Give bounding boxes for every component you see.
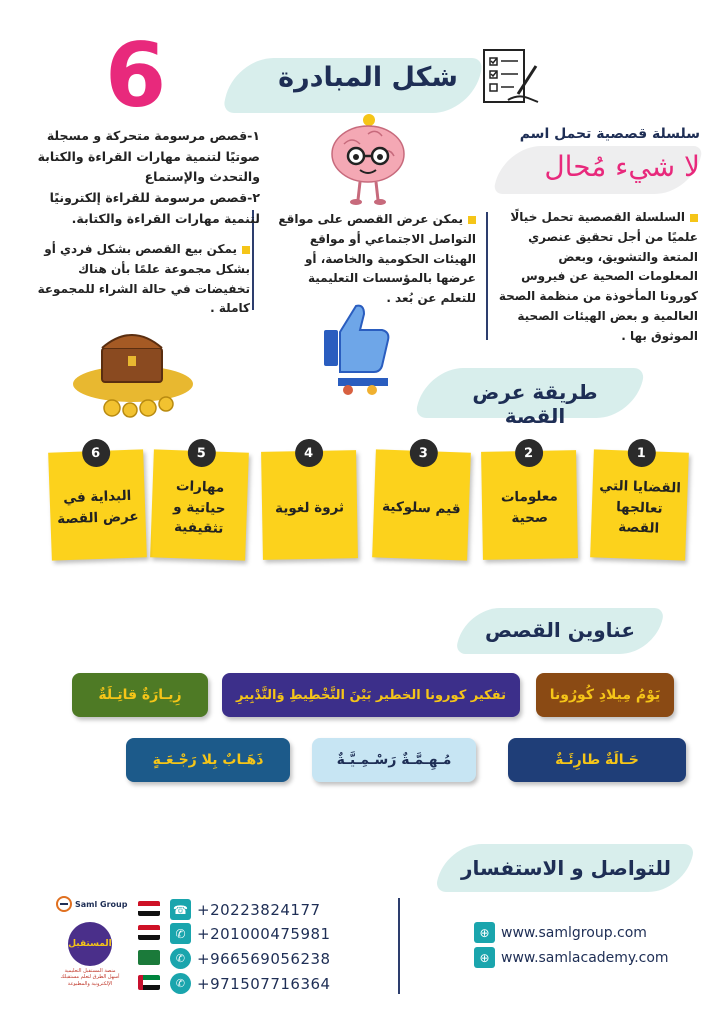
- bullet-square-icon: [468, 216, 476, 224]
- method-card-1: [590, 445, 689, 560]
- method-heading: طريقة عرض القصة: [472, 380, 598, 428]
- phone-icon: ☎: [170, 899, 191, 920]
- bullet-square-icon: [242, 246, 250, 254]
- series-name: لا شيء مُحال: [544, 150, 700, 183]
- phone-row-4[interactable]: [170, 973, 331, 994]
- phone-number: +201000475981: [197, 924, 331, 943]
- contact-divider: [398, 898, 400, 994]
- method-card-2: [481, 445, 578, 560]
- whatsapp-icon: ✆: [170, 973, 191, 994]
- right-column-text: [498, 208, 698, 347]
- story-title-1[interactable]: يَوْمُ مِيلادِ كُورُونا: [536, 673, 674, 717]
- story-title-5[interactable]: مُـهِـمَّـةٌ رَسْـمِـيَّـةٌ: [312, 738, 476, 782]
- card-label: ثروة لغوية: [274, 498, 345, 517]
- phone-number: +971507716364: [197, 974, 331, 993]
- page-title: شكل المبادرة: [278, 62, 458, 93]
- series-label: سلسلة قصصية تحمل اسم: [519, 126, 700, 142]
- thumbs-up-icon: [318, 300, 402, 408]
- flag-egypt-icon: [138, 901, 170, 916]
- flag-egypt-icon: [138, 925, 170, 940]
- mostaqbal-logo-caption: منصة المستقبل التعليمية أسهل الطرق لتعلم مستقبلك الإلكترونية والمطبوعة: [60, 968, 120, 987]
- card-label: البداية في عرض القصة: [56, 487, 139, 528]
- story-title-4[interactable]: حَـالَةٌ طارِئَـةٌ: [508, 738, 686, 782]
- mobile-icon: ✆: [170, 923, 191, 944]
- globe-icon: ⊕: [474, 922, 495, 943]
- method-card-4: [261, 445, 358, 560]
- method-card-3: [372, 445, 471, 560]
- card-number: 2: [514, 439, 542, 467]
- card-number: 3: [409, 439, 438, 468]
- story-title-3[interactable]: زِيـارَةٌ قاتِـلَةٌ: [72, 673, 208, 717]
- card-number: 5: [187, 439, 216, 468]
- website-row-2[interactable]: [474, 947, 669, 968]
- phone-number: +20223824177: [197, 900, 321, 919]
- saml-group-logo: [56, 896, 127, 912]
- story-title-2[interactable]: تفكير كورونا الخطير بَيْنَ التَّخْطِيطِ وَالتَّدْبِيرِ: [222, 673, 520, 717]
- flag-uae-icon: [138, 975, 170, 990]
- phone-row-2[interactable]: [170, 923, 331, 944]
- card-number: 4: [294, 439, 322, 467]
- left-column-note-text: يمكن بيع القصص بشكل فردي أو بشكل مجموعة علمًا بأن هناك تخفيضات في حالة الشراء للمجموعة كاملة .: [37, 242, 250, 316]
- right-column-paragraph: السلسلة القصصية تحمل خيالًا علميًا من أجل تحقيق عنصري المتعة والتشويق، وبعض المعلومات الصحية عن فيروس كورونا المأخوذة من منظمة الصحة العالمية و بعض الهيئات الصحية الموثوق بها .: [498, 210, 698, 343]
- phone-row-3[interactable]: [170, 948, 331, 969]
- divider-right: [486, 212, 488, 340]
- flag-saudi-icon: [138, 950, 170, 965]
- website-link[interactable]: www.samlacademy.com: [501, 949, 669, 966]
- card-label: القضايا التي تعالجها القصة: [599, 477, 682, 538]
- whatsapp-icon: ✆: [170, 948, 191, 969]
- card-number: 1: [627, 439, 656, 468]
- middle-column-text: [270, 210, 476, 309]
- website-link[interactable]: www.samlgroup.com: [501, 924, 647, 941]
- phone-number: +966569056238: [197, 949, 331, 968]
- titles-heading: عناوين القصص: [485, 618, 635, 642]
- card-label: قيم سلوكية: [381, 498, 461, 517]
- left-column-item2: ٢-قصص مرسومة للقراءة إلكترونيًا لتنمية مهارات القراءة والكتابة.: [49, 190, 260, 226]
- contact-heading: للتواصل و الاستفسار: [460, 856, 672, 880]
- phone-row-1[interactable]: [170, 899, 321, 920]
- method-card-6: [48, 445, 147, 560]
- treasure-chest-icon: [68, 322, 198, 422]
- mostaqbal-logo: [58, 922, 122, 987]
- card-number: 6: [81, 439, 110, 468]
- brain-mascot-icon: [322, 112, 414, 216]
- middle-column-paragraph: يمكن عرض القصص على مواقع التواصل الاجتماعي أو مواقع الهيئات الحكومية والخاصة، أو عرضها بالمؤسسات التعليمية للتعلم عن بُعد .: [278, 212, 476, 306]
- bullet-square-icon: [690, 214, 698, 222]
- globe-icon: ⊕: [474, 947, 495, 968]
- mostaqbal-logo-text: المستقبل: [68, 939, 112, 949]
- card-label: معلومات صحية: [500, 488, 558, 527]
- website-row-1[interactable]: [474, 922, 647, 943]
- checklist-icon: [478, 46, 544, 112]
- left-column-item1: ١-قصص مرسومة متحركة و مسجلة صوتيًا لتنمية مهارات القراءة والكتابة والتحدث والإستماع: [37, 128, 260, 185]
- story-title-6[interactable]: ذَهَـابٌ بِلا رَجْـعَـةٍ: [126, 738, 290, 782]
- left-column-note: [30, 240, 250, 319]
- big-six: 6: [105, 24, 167, 127]
- card-label: مهارات حياتية و تثقيفية: [173, 477, 226, 538]
- saml-group-logo-text: Saml Group: [75, 899, 128, 909]
- method-card-5: [150, 445, 249, 560]
